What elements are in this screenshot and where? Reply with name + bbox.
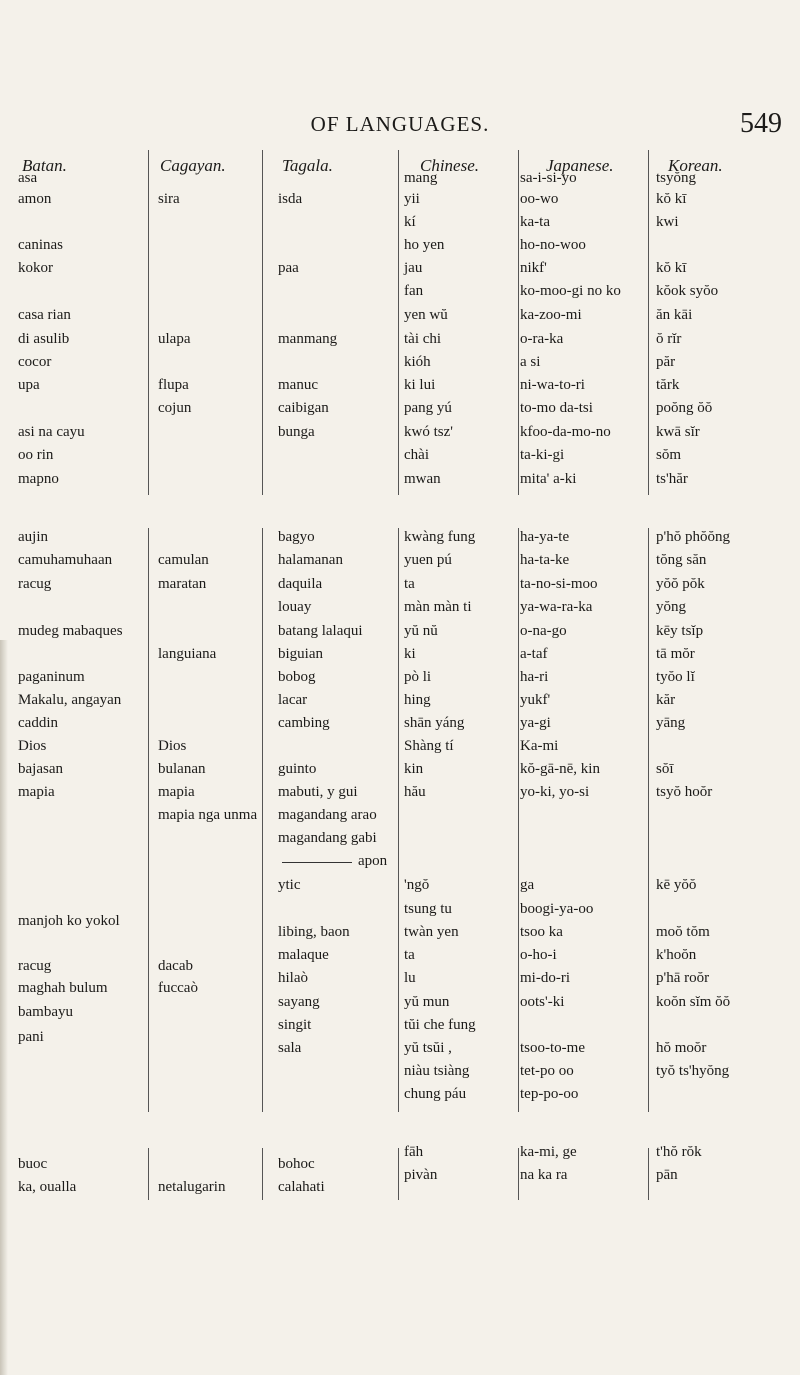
cell-chinese: fāh <box>404 1144 424 1160</box>
cell-chinese: kí <box>404 214 416 230</box>
cell-japanese: boogi-ya-oo <box>520 901 594 917</box>
cell-chinese: hău <box>404 784 426 800</box>
cell-korean: yŏng <box>656 599 686 615</box>
cell-batan: paganinum <box>18 669 85 685</box>
cell-cagayan: mapia <box>158 784 195 800</box>
cell-batan: camuhamuhaan <box>18 552 113 568</box>
cell-korean: kŏ kī <box>656 191 687 207</box>
cell-korean: ts'hăr <box>656 471 688 487</box>
column-header-cagayan: Cagayan. <box>160 156 226 175</box>
cell-chinese: chài <box>404 447 429 463</box>
cell-tagala: batang lalaqui <box>278 623 363 639</box>
cell-batan: racug <box>18 576 52 592</box>
cell-japanese: tsoo ka <box>520 924 563 940</box>
cell-japanese: ka-mi, ge <box>520 1144 577 1160</box>
column-rule <box>398 150 399 495</box>
cell-japanese: yo-ki, yo-si <box>520 784 590 800</box>
cell-batan: asa <box>18 170 38 186</box>
column-rule <box>518 528 519 1112</box>
cell-chinese: 'ngŏ <box>404 877 430 893</box>
cell-batan: amon <box>18 191 52 207</box>
cell-korean: tsyŏng <box>656 170 697 186</box>
cell-cagayan: flupa <box>158 377 189 393</box>
cell-batan: manjoh ko yokol <box>18 913 120 929</box>
cell-tagala: halamanan <box>278 552 343 568</box>
cell-batan: aujin <box>18 529 48 545</box>
cell-korean: ăn kāi <box>656 307 693 323</box>
cell-korean: sŏm <box>656 447 682 463</box>
column-rule <box>148 528 149 1112</box>
cell-tagala: hilaò <box>278 970 308 986</box>
column-rule <box>648 528 649 1112</box>
ditto-dash <box>282 862 352 863</box>
cell-japanese: ta-no-si-moo <box>520 576 598 592</box>
cell-tagala: sala <box>278 1040 302 1056</box>
cell-korean: sŏī <box>656 761 674 777</box>
cell-cagayan: cojun <box>158 400 192 416</box>
cell-batan: di asulib <box>18 331 70 347</box>
column-header-japanese: Japanese. <box>546 156 614 175</box>
cell-korean: tsyŏ hoŏr <box>656 784 713 800</box>
cell-batan: casa rian <box>18 307 71 323</box>
cell-tagala: daquila <box>278 576 323 592</box>
cell-chinese: jau <box>404 260 423 276</box>
cell-batan: caninas <box>18 237 63 253</box>
cell-japanese: ko-moo-gi no ko <box>520 283 621 299</box>
cell-tagala: libing, baon <box>278 924 350 940</box>
cell-cagayan: fuccaò <box>158 980 198 996</box>
cell-korean: hŏ moŏr <box>656 1040 707 1056</box>
cell-cagayan: netalugarin <box>158 1179 226 1195</box>
cell-japanese: ga <box>520 877 535 893</box>
cell-korean: koŏn sĭm ŏŏ <box>656 994 731 1010</box>
cell-tagala: caibigan <box>278 400 329 416</box>
cell-chinese: niàu tsiàng <box>404 1063 470 1079</box>
cell-batan: ka, oualla <box>18 1179 77 1195</box>
cell-batan: racug <box>18 958 52 974</box>
cell-chinese: Shàng tí <box>404 738 454 754</box>
cell-japanese: ho-no-woo <box>520 237 586 253</box>
cell-batan: caddin <box>18 715 58 731</box>
cell-tagala: paa <box>278 260 299 276</box>
cell-chinese: ta <box>404 576 415 592</box>
cell-chinese: ki <box>404 646 416 662</box>
cell-chinese: ta <box>404 947 415 963</box>
cell-chinese: yen wŭ <box>404 307 448 323</box>
cell-japanese: ka-ta <box>520 214 550 230</box>
binding-shadow <box>0 640 8 1375</box>
cell-cagayan: sira <box>158 191 180 207</box>
cell-japanese: oo-wo <box>520 191 559 207</box>
cell-japanese: kŏ-gā-nē, kin <box>520 761 600 777</box>
cell-chinese: hing <box>404 692 431 708</box>
cell-japanese: sa-i-si-yo <box>520 170 577 186</box>
cell-japanese: ha-ya-te <box>520 529 570 545</box>
cell-tagala: sayang <box>278 994 320 1010</box>
cell-japanese: ya-wa-ra-ka <box>520 599 593 615</box>
cell-korean: kŏok syŏo <box>656 283 719 299</box>
cell-japanese: ka-zoo-mi <box>520 307 582 323</box>
cell-batan: mapno <box>18 471 59 487</box>
cell-korean: pān <box>656 1167 678 1183</box>
cell-chinese: yŭ tsŭi , <box>404 1040 452 1056</box>
column-rule <box>148 1148 149 1200</box>
cell-chinese: mwan <box>404 471 441 487</box>
cell-chinese: kwó tsz' <box>404 424 453 440</box>
column-rule <box>398 528 399 1112</box>
cell-korean: t'hŏ rŏk <box>656 1144 702 1160</box>
column-rule <box>648 150 649 495</box>
cell-chinese: yii <box>404 191 420 207</box>
cell-korean: poŏng ŏŏ <box>656 400 713 416</box>
cell-chinese: màn màn ti <box>404 599 472 615</box>
cell-tagala: bunga <box>278 424 315 440</box>
cell-cagayan: bulanan <box>158 761 206 777</box>
cell-japanese: na ka ra <box>520 1167 568 1183</box>
column-header-tagala: Tagala. <box>282 156 333 175</box>
cell-korean: kwā sĭr <box>656 424 700 440</box>
cell-chinese: pivàn <box>404 1167 438 1183</box>
cell-japanese: ta-ki-gi <box>520 447 565 463</box>
cell-batan: oo rin <box>18 447 54 463</box>
cell-japanese: tep-po-oo <box>520 1086 579 1102</box>
cell-batan: pani <box>18 1029 44 1045</box>
page-number: 549 <box>740 108 782 139</box>
cell-batan: buoc <box>18 1156 48 1172</box>
cell-korean: tŏng săn <box>656 552 707 568</box>
cell-batan: Makalu, angayan <box>18 692 122 708</box>
cell-tagala: calahati <box>278 1179 325 1195</box>
cell-japanese: oots'-ki <box>520 994 565 1010</box>
cell-japanese: ni-wa-to-ri <box>520 377 585 393</box>
cell-tagala: malaque <box>278 947 329 963</box>
cell-tagala: bobog <box>278 669 316 685</box>
cell-korean: kwi <box>656 214 679 230</box>
cell-chinese: shān yáng <box>404 715 465 731</box>
cell-japanese: mi-do-ri <box>520 970 570 986</box>
cell-cagayan: languiana <box>158 646 217 662</box>
cell-korean: p'hŏ phŏŏng <box>656 529 730 545</box>
cell-chinese: kióh <box>404 354 431 370</box>
cell-korean: p'hā roŏr <box>656 970 710 986</box>
cell-japanese: mita' a-ki <box>520 471 577 487</box>
cell-tagala: louay <box>278 599 312 615</box>
cell-cagayan: maratan <box>158 576 207 592</box>
cell-batan: upa <box>18 377 40 393</box>
cell-korean: moŏ tŏm <box>656 924 710 940</box>
column-rule <box>262 528 263 1112</box>
column-rule <box>648 1148 649 1200</box>
cell-batan: asi na cayu <box>18 424 85 440</box>
cell-cagayan: camulan <box>158 552 209 568</box>
cell-japanese: nikf' <box>520 260 547 276</box>
cell-chinese: yŭ mun <box>404 994 450 1010</box>
running-head: OF LANGUAGES. <box>310 112 490 136</box>
cell-chinese: mang <box>404 170 438 186</box>
column-rule <box>518 150 519 495</box>
cell-japanese: o-ho-i <box>520 947 557 963</box>
cell-cagayan: mapia nga unma <box>158 807 258 823</box>
cell-chinese: pang yú <box>404 400 452 416</box>
cell-japanese: tet-po oo <box>520 1063 574 1079</box>
cell-chinese: yuen pú <box>404 552 452 568</box>
column-rule <box>518 1148 519 1200</box>
cell-chinese: chung páu <box>404 1086 467 1102</box>
cell-batan: kokor <box>18 260 53 276</box>
cell-chinese: kwàng fung <box>404 529 476 545</box>
cell-batan: maghah bulum <box>18 980 108 996</box>
cell-batan: cocor <box>18 354 52 370</box>
cell-korean: kŏ kī <box>656 260 687 276</box>
cell-korean: păr <box>656 354 676 370</box>
cell-chinese: lu <box>404 970 416 986</box>
cell-tagala: isda <box>278 191 303 207</box>
cell-tagala: biguian <box>278 646 323 662</box>
cell-japanese: ya-gi <box>520 715 551 731</box>
cell-chinese: yŭ nŭ <box>404 623 438 639</box>
column-header-chinese: Chinese. <box>420 156 480 175</box>
cell-japanese: yukf' <box>520 692 551 708</box>
cell-batan: Dios <box>18 738 47 754</box>
cell-korean: tărk <box>656 377 680 393</box>
cell-chinese: fan <box>404 283 424 299</box>
cell-tagala: manuc <box>278 377 318 393</box>
cell-japanese: Ka-mi <box>520 738 559 754</box>
cell-chinese: ki lui <box>404 377 436 393</box>
cell-japanese: ha-ta-ke <box>520 552 570 568</box>
cell-tagala: lacar <box>278 692 308 708</box>
cell-batan: mudeg mabaques <box>18 623 123 639</box>
cell-tagala: magandang arao <box>278 807 377 823</box>
cell-japanese: o-na-go <box>520 623 567 639</box>
cell-chinese: pò li <box>404 669 432 685</box>
cell-korean: yŏŏ pŏk <box>656 576 705 592</box>
cell-tagala: magandang gabi <box>278 830 377 846</box>
cell-korean: tā mŏr <box>656 646 695 662</box>
cell-tagala: guinto <box>278 761 317 777</box>
cell-korean: yāng <box>656 715 686 731</box>
cell-japanese: to-mo da-tsi <box>520 400 593 416</box>
cell-japanese: o-ra-ka <box>520 331 564 347</box>
cell-korean: tyŏo lĭ <box>656 669 695 685</box>
column-header-batan: Batan. <box>22 156 67 175</box>
cell-chinese: ho yen <box>404 237 445 253</box>
cell-cagayan: ulapa <box>158 331 191 347</box>
cell-tagala: bohoc <box>278 1156 315 1172</box>
column-rule <box>148 150 149 495</box>
cell-cagayan: Dios <box>158 738 187 754</box>
cell-chinese: tài chi <box>404 331 442 347</box>
cell-japanese: a si <box>520 354 541 370</box>
column-rule <box>262 150 263 495</box>
cell-chinese: twàn yen <box>404 924 459 940</box>
cell-korean: kēy tsĭp <box>656 623 704 639</box>
column-rule <box>262 1148 263 1200</box>
cell-tagala: mabuti, y gui <box>278 784 358 800</box>
cell-cagayan: dacab <box>158 958 193 974</box>
cell-tagala: manmang <box>278 331 338 347</box>
cell-tagala: apon <box>358 853 388 869</box>
cell-batan: bambayu <box>18 1004 73 1020</box>
cell-korean: ŏ rĭr <box>656 331 682 347</box>
column-header-korean: Korean. <box>668 156 723 175</box>
cell-korean: kē yŏŏ <box>656 877 697 893</box>
cell-batan: mapia <box>18 784 55 800</box>
cell-korean: tyŏ ts'hyŏng <box>656 1063 730 1079</box>
cell-japanese: kfoo-da-mo-no <box>520 424 611 440</box>
cell-tagala: singit <box>278 1017 312 1033</box>
page-header <box>0 104 800 144</box>
cell-tagala: bagyo <box>278 529 315 545</box>
column-rule <box>398 1148 399 1200</box>
cell-tagala: ytic <box>278 877 301 893</box>
cell-japanese: a-taf <box>520 646 548 662</box>
cell-japanese: ha-ri <box>520 669 549 685</box>
cell-chinese: tŭi che fung <box>404 1017 476 1033</box>
cell-chinese: kin <box>404 761 424 777</box>
cell-korean: kăr <box>656 692 676 708</box>
cell-tagala: cambing <box>278 715 330 731</box>
cell-batan: bajasan <box>18 761 63 777</box>
cell-japanese: tsoo-to-me <box>520 1040 585 1056</box>
cell-chinese: tsung tu <box>404 901 452 917</box>
cell-korean: k'hoŏn <box>656 947 697 963</box>
